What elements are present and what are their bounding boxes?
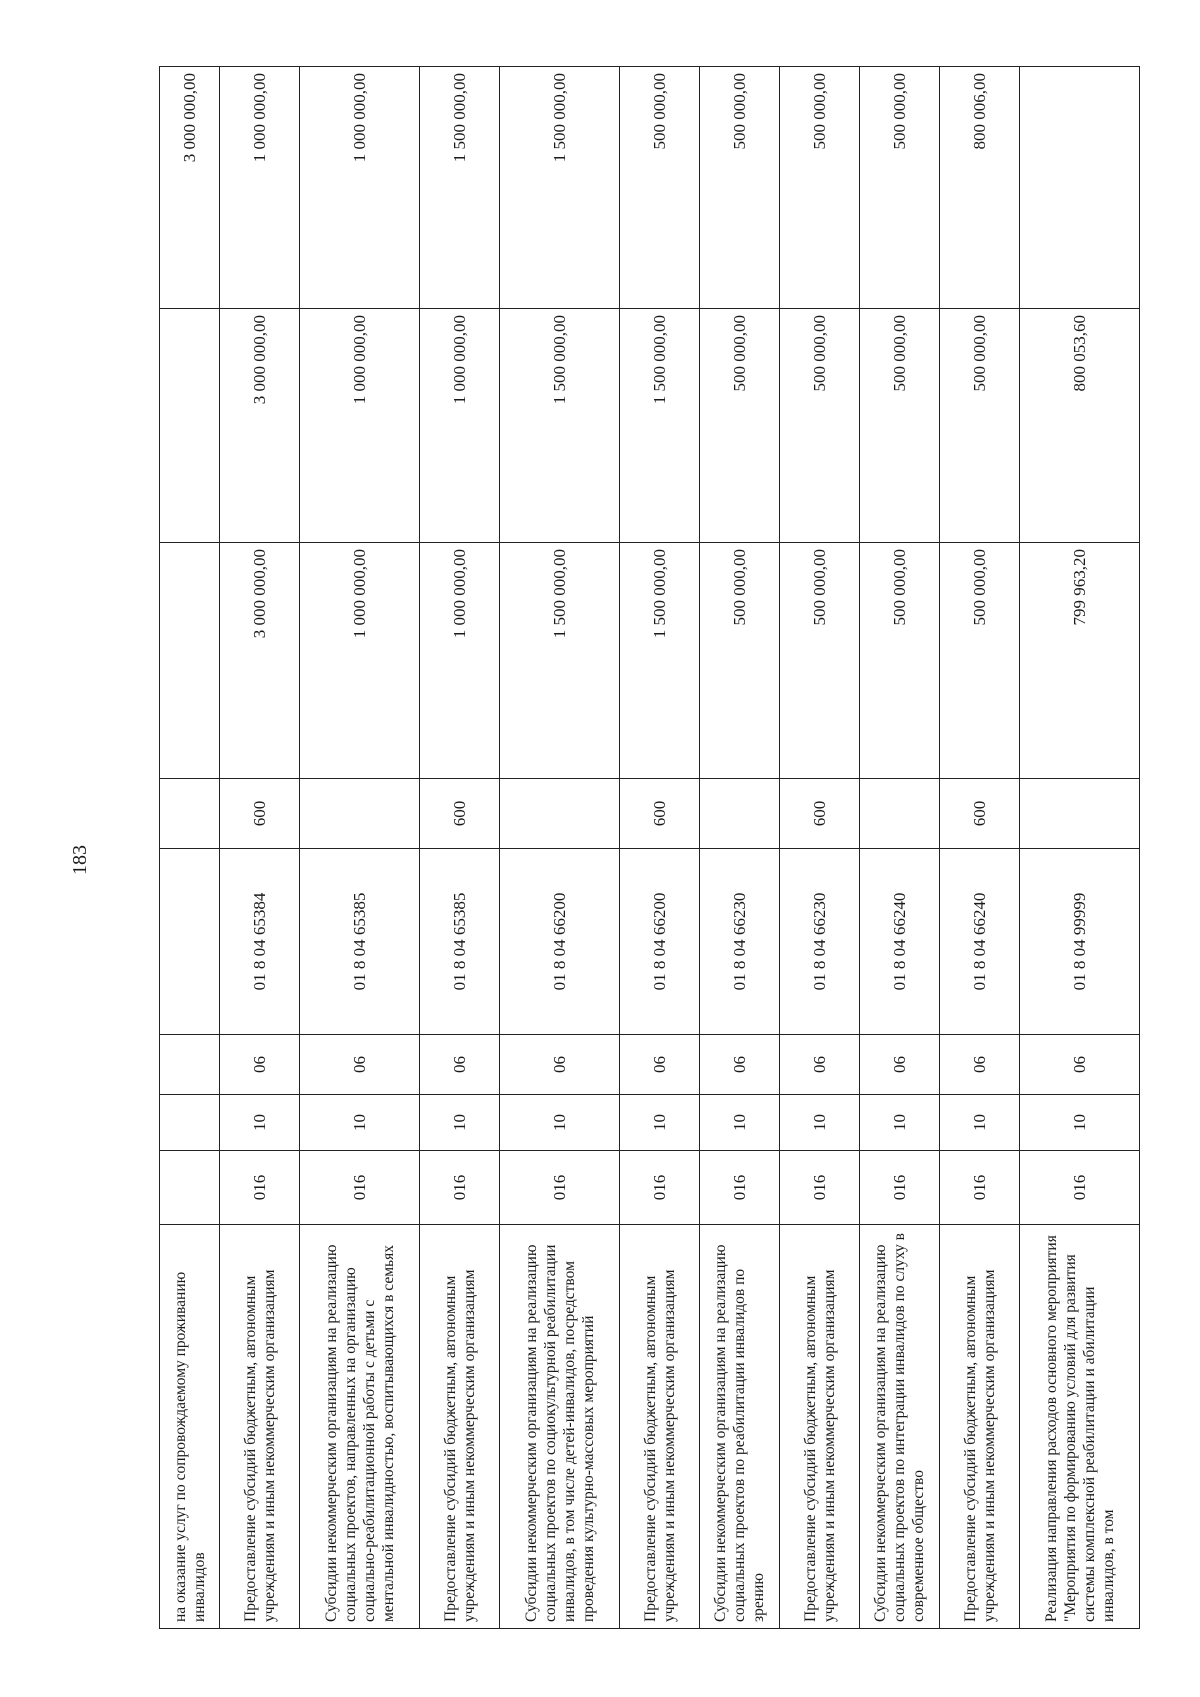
- ministry-code: 016: [500, 1151, 620, 1225]
- sum-3: 1 000 000,00: [300, 67, 420, 309]
- target-code: 01 8 04 65385: [420, 849, 500, 1035]
- ministry-code: 016: [620, 1151, 700, 1225]
- expense-type-code: [300, 779, 420, 849]
- sum-3: 1 500 000,00: [500, 67, 620, 309]
- section-code: 10: [300, 1095, 420, 1151]
- sum-2: 1 500 000,00: [620, 309, 700, 543]
- sum-3: 500 000,00: [620, 67, 700, 309]
- sum-1: 3 000 000,00: [220, 543, 300, 779]
- target-code: [160, 849, 220, 1035]
- expense-type-code: [500, 779, 620, 849]
- subsection-code: 06: [700, 1035, 780, 1095]
- sum-1: 1 000 000,00: [300, 543, 420, 779]
- section-code: 10: [220, 1095, 300, 1151]
- table-row: [860, 67, 940, 1629]
- subsection-code: 06: [1020, 1035, 1140, 1095]
- expense-type-code: [1020, 779, 1140, 849]
- sum-3: 1 000 000,00: [220, 67, 300, 309]
- sum-3: 3 000 000,00: [160, 67, 220, 309]
- target-code: 01 8 04 66240: [940, 849, 1020, 1035]
- expense-type-code: [700, 779, 780, 849]
- section-code: 10: [860, 1095, 940, 1151]
- sum-1: 799 963,20: [1020, 543, 1140, 779]
- section-code: 10: [420, 1095, 500, 1151]
- row-name: Предоставление субсидий бюджетным, автономным учреждениям и иным некоммерческим организациям: [780, 1225, 860, 1629]
- sum-2: 500 000,00: [700, 309, 780, 543]
- sum-3: 800 006,00: [940, 67, 1020, 309]
- expense-type-code: [860, 779, 940, 849]
- section-code: 10: [620, 1095, 700, 1151]
- table-row: [220, 67, 300, 1629]
- sum-2: 500 000,00: [940, 309, 1020, 543]
- budget-table: [159, 66, 1140, 1629]
- target-code: 01 8 04 66230: [700, 849, 780, 1035]
- sum-3: 500 000,00: [700, 67, 780, 309]
- subsection-code: 06: [420, 1035, 500, 1095]
- row-name: Субсидии некоммерческим организациям на реализацию социальных проектов, направленных на организацию социально-реабилитационной работы с детьми с ментальной инвалидностью, воспитывающихся в семьях: [300, 1225, 420, 1629]
- sum-1: [160, 543, 220, 779]
- ministry-code: 016: [300, 1151, 420, 1225]
- section-code: [160, 1095, 220, 1151]
- sum-2: 500 000,00: [780, 309, 860, 543]
- subsection-code: [160, 1035, 220, 1095]
- sum-1: 1 500 000,00: [500, 543, 620, 779]
- row-name: Предоставление субсидий бюджетным, автономным учреждениям и иным некоммерческим организациям: [940, 1225, 1020, 1629]
- subsection-code: 06: [220, 1035, 300, 1095]
- table-row: [700, 67, 780, 1629]
- target-code: 01 8 04 65384: [220, 849, 300, 1035]
- sum-1: 500 000,00: [780, 543, 860, 779]
- table-row: [500, 67, 620, 1629]
- table-row: [300, 67, 420, 1629]
- expense-type-code: 600: [220, 779, 300, 849]
- subsection-code: 06: [620, 1035, 700, 1095]
- sum-1: 500 000,00: [940, 543, 1020, 779]
- sum-1: 500 000,00: [860, 543, 940, 779]
- rotated-table-wrapper: [159, 67, 1117, 1629]
- row-name: Субсидии некоммерческим организациям на реализацию социальных проектов по интеграции инвалидов по слуху в современное общество: [860, 1225, 940, 1629]
- section-code: 10: [940, 1095, 1020, 1151]
- target-code: 01 8 04 66230: [780, 849, 860, 1035]
- sum-2: 1 500 000,00: [500, 309, 620, 543]
- row-name: Предоставление субсидий бюджетным, автономным учреждениям и иным некоммерческим организациям: [220, 1225, 300, 1629]
- row-name: Реализация направления расходов основного мероприятия "Мероприятия по формированию условий для развития системы комплексной реабилитации и абилитации инвалидов, в том: [1020, 1225, 1140, 1629]
- sum-2: [160, 309, 220, 543]
- section-code: 10: [500, 1095, 620, 1151]
- section-code: 10: [1020, 1095, 1140, 1151]
- table-row: [620, 67, 700, 1629]
- table-row: [420, 67, 500, 1629]
- expense-type-code: 600: [780, 779, 860, 849]
- sum-1: 1 000 000,00: [420, 543, 500, 779]
- ministry-code: 016: [220, 1151, 300, 1225]
- ministry-code: [160, 1151, 220, 1225]
- sum-3: [1020, 67, 1140, 309]
- target-code: 01 8 04 99999: [1020, 849, 1140, 1035]
- row-name: на оказание услуг по сопровождаемому проживанию инвалидов: [160, 1225, 220, 1629]
- row-name: Субсидии некоммерческим организациям на реализацию социальных проектов по социокультурной реабилитации инвалидов, в том числе детей-инвалидов, посредством проведения культурно-массовых мероприятий: [500, 1225, 620, 1629]
- sum-3: 500 000,00: [860, 67, 940, 309]
- table-row: [160, 67, 220, 1629]
- ministry-code: 016: [420, 1151, 500, 1225]
- sum-3: 1 500 000,00: [420, 67, 500, 309]
- section-code: 10: [780, 1095, 860, 1151]
- sum-2: 800 053,60: [1020, 309, 1140, 543]
- subsection-code: 06: [860, 1035, 940, 1095]
- target-code: 01 8 04 65385: [300, 849, 420, 1035]
- section-code: 10: [700, 1095, 780, 1151]
- sum-2: 1 000 000,00: [420, 309, 500, 543]
- subsection-code: 06: [500, 1035, 620, 1095]
- subsection-code: 06: [780, 1035, 860, 1095]
- expense-type-code: 600: [620, 779, 700, 849]
- expense-type-code: 600: [420, 779, 500, 849]
- target-code: 01 8 04 66240: [860, 849, 940, 1035]
- target-code: 01 8 04 66200: [500, 849, 620, 1035]
- table-row: [940, 67, 1020, 1629]
- expense-type-code: 600: [940, 779, 1020, 849]
- subsection-code: 06: [940, 1035, 1020, 1095]
- page-number: 183: [69, 845, 91, 875]
- expense-type-code: [160, 779, 220, 849]
- row-name: Предоставление субсидий бюджетным, автономным учреждениям и иным некоммерческим организациям: [420, 1225, 500, 1629]
- table-row: [780, 67, 860, 1629]
- sum-2: 500 000,00: [860, 309, 940, 543]
- ministry-code: 016: [700, 1151, 780, 1225]
- row-name: Субсидии некоммерческим организациям на реализацию социальных проектов по реабилитации инвалидов по зрению: [700, 1225, 780, 1629]
- ministry-code: 016: [1020, 1151, 1140, 1225]
- row-name: Предоставление субсидий бюджетным, автономным учреждениям и иным некоммерческим организациям: [620, 1225, 700, 1629]
- ministry-code: 016: [940, 1151, 1020, 1225]
- sum-3: 500 000,00: [780, 67, 860, 309]
- sum-2: 1 000 000,00: [300, 309, 420, 543]
- subsection-code: 06: [300, 1035, 420, 1095]
- table-row: [1020, 67, 1140, 1629]
- ministry-code: 016: [860, 1151, 940, 1225]
- ministry-code: 016: [780, 1151, 860, 1225]
- sum-1: 1 500 000,00: [620, 543, 700, 779]
- sum-1: 500 000,00: [700, 543, 780, 779]
- sum-2: 3 000 000,00: [220, 309, 300, 543]
- target-code: 01 8 04 66200: [620, 849, 700, 1035]
